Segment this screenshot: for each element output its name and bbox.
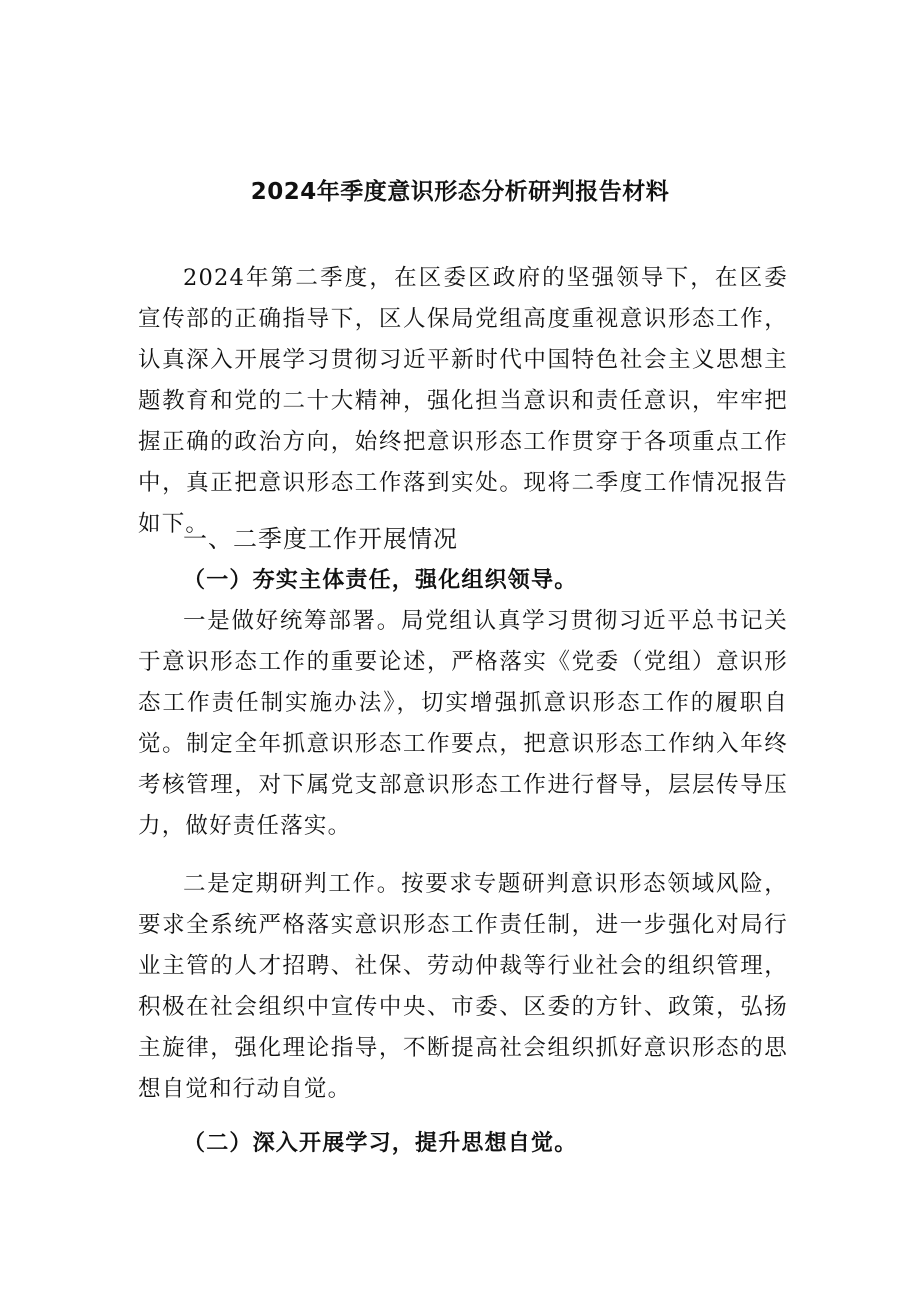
section-heading: 一、二季度工作开展情况 — [183, 525, 458, 553]
subsection-heading-2: （二）深入开展学习，提升思想自觉。 — [183, 1130, 578, 1156]
paragraph-unified-deployment: 一是做好统筹部署。局党组认真学习贯彻习近平总书记关于意识形态工作的重要论述，严格落实《党委（党组）意识形态工作责任制实施办法》，切实增强抓意识形态工作的履职自觉。制定全年抓意识形态工作要点，把意识形态工作纳入年终考核管理，对下属党支部意识形态工作进行督导，层层传导压力，做好责任落实。 — [138, 608, 788, 839]
document-title: 2024年季度意识形态分析研判报告材料 — [250, 179, 670, 205]
subsection-heading-1: （一）夯实主体责任，强化组织领导。 — [183, 567, 578, 593]
paragraph-regular-analysis: 二是定期研判工作。按要求专题研判意识形态领域风险，要求全系统严格落实意识形态工作责任制，进一步强化对局行业主管的人才招聘、社保、劳动仲裁等行业社会的组织管理，积极在社会组织中宣传中央、市委、区委的方针、政策，弘扬主旋律，强化理论指导，不断提高社会组织抓好意识形态的思想自觉和行动自觉。 — [138, 871, 788, 1102]
intro-paragraph: 2024年第二季度，在区委区政府的坚强领导下，在区委宣传部的正确指导下，区人保局党组高度重视意识形态工作，认真深入开展学习贯彻习近平新时代中国特色社会主义思想主题教育和党的二十大精神，强化担当意识和责任意识，牢牢把握正确的政治方向，始终把意识形态工作贯穿于各项重点工作中，真正把意识形态工作落到实处。现将二季度工作情况报告如下。 — [138, 265, 788, 537]
